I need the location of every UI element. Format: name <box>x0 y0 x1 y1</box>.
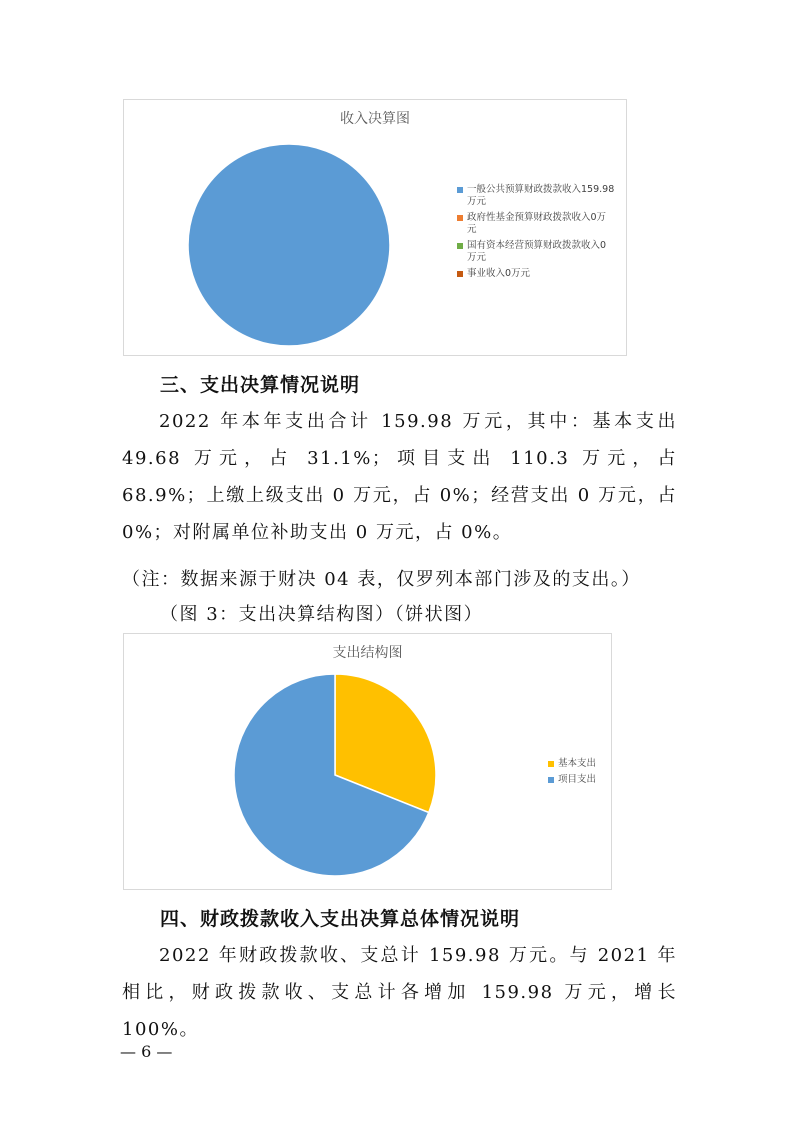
section4-heading: 四、财政拨款收入支出决算总体情况说明 <box>160 908 521 930</box>
pie-slice-一般公共预算财政拨款收入159.98万元 <box>188 144 390 346</box>
legend-swatch <box>457 187 463 193</box>
legend-label <box>467 268 530 280</box>
legend-label-line: 元 <box>467 224 477 235</box>
legend-item <box>457 212 622 236</box>
legend-label <box>467 212 606 236</box>
legend-item <box>457 268 622 280</box>
legend-label <box>558 774 596 786</box>
legend-label-line: 国有资本经营预算财政拨款收入0 <box>467 240 607 251</box>
legend-swatch <box>548 777 554 783</box>
legend-swatch <box>457 215 463 221</box>
legend-swatch <box>457 243 463 249</box>
legend-label <box>467 184 614 208</box>
legend-item <box>548 774 608 786</box>
legend-label-line: 基本支出 <box>558 758 597 769</box>
legend-label <box>467 240 606 264</box>
legend-swatch <box>457 271 463 277</box>
legend-item <box>457 240 622 264</box>
legend-label-line: 万元 <box>467 196 487 207</box>
section3-caption: （图 3：支出决算结构图）（饼状图） <box>160 604 484 625</box>
legend-item <box>457 184 622 208</box>
expenditure-chart <box>123 633 612 890</box>
legend-item <box>548 758 608 770</box>
income-chart-title: 收入决算图 <box>340 111 410 127</box>
section3-paragraph <box>122 403 677 551</box>
expenditure-chart-title: 支出结构图 <box>332 645 403 661</box>
legend-label-line: 事业收入0万元 <box>467 268 531 279</box>
section4-paragraph <box>122 937 677 1048</box>
legend-label-line: 一般公共预算财政拨款收入159.98 <box>467 184 615 195</box>
legend-label-line: 万元 <box>467 252 487 263</box>
legend-label-line: 项目支出 <box>558 774 597 785</box>
section4-paragraph-text: 2022 年财政拨款收、支总计 159.98 万元。与 2021 年相比，财政拨款收、支总计各增加 159.98 万元，增长 100%。 <box>122 945 677 1040</box>
legend-label <box>558 758 596 770</box>
section3-paragraph-text: 2022 年本年支出合计 159.98 万元，其中：基本支出 49.68 万元，占 31.1%；项目支出 110.3 万元，占 68.9%；上缴上级支出 0 万元，占 0%；经营支出 0 万元，占 0%；对附属单位补助支出 0 万元，占 0%。 <box>122 411 677 543</box>
section3-note: （注：数据来源于财决 04 表，仅罗列本部门涉及的支出。） <box>122 569 641 590</box>
legend-swatch <box>548 761 554 767</box>
legend-label-line: 政府性基金预算财政拨款收入0万 <box>467 212 607 223</box>
section3-heading: 三、支出决算情况说明 <box>160 374 361 396</box>
expenditure-legend <box>548 758 608 790</box>
expenditure-pie <box>124 634 613 891</box>
income-chart <box>123 99 627 356</box>
page-number: — 6 — <box>120 1042 173 1061</box>
income-legend <box>457 184 622 284</box>
